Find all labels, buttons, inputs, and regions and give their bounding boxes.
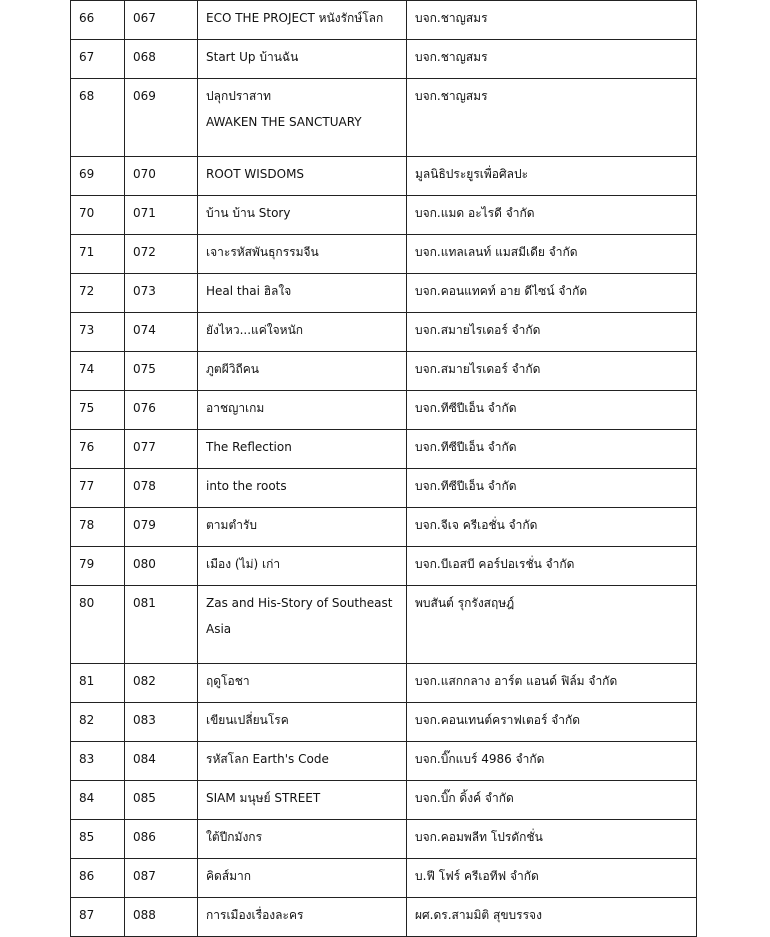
project-code-cell: [125, 352, 198, 391]
project-code-cell: [125, 1, 198, 40]
project-title-cell-text: Heal thai ฮิลใจ: [206, 284, 292, 298]
producer-cell-text: บจก.บิ๊กแบร์ 4986 จำกัด: [415, 752, 545, 766]
producer-cell-text: บจก.ชาญสมร: [415, 11, 488, 25]
producer-cell-text: บจก.สมายไรเดอร์ จำกัด: [415, 323, 541, 337]
project-title-cell-text: Start Up บ้านฉัน: [206, 50, 299, 64]
row-number-cell-text: 77: [79, 479, 95, 493]
project-title-cell: [198, 664, 407, 703]
project-title-cell: [198, 196, 407, 235]
table-row: [71, 235, 697, 274]
producer-cell: [407, 196, 697, 235]
project-code-cell-text: 081: [133, 596, 156, 610]
row-number-cell-text: 86: [79, 869, 95, 883]
project-code-cell: [125, 547, 198, 586]
project-title-cell-text: คิดส์มาก: [206, 869, 252, 883]
row-number-cell-text: 73: [79, 323, 95, 337]
project-title-cell: [198, 469, 407, 508]
producer-cell: [407, 508, 697, 547]
row-number-cell-text: 84: [79, 791, 95, 805]
project-code-cell-text: 072: [133, 245, 156, 259]
row-number-cell-text: 87: [79, 908, 95, 922]
producer-cell: [407, 313, 697, 352]
row-number-cell-text: 71: [79, 245, 95, 259]
table-row: [71, 703, 697, 742]
project-code-cell: [125, 820, 198, 859]
row-number-cell: [71, 586, 125, 664]
row-number-cell: [71, 469, 125, 508]
project-title-cell-text: อาชญาเกม: [206, 401, 265, 415]
producer-cell-text: บจก.ทีซีปีเอ็น จำกัด: [415, 401, 517, 415]
table-row: [71, 586, 697, 664]
producer-cell-text: บจก.บีเอสบี คอร์ปอเรชั่น จำกัด: [415, 557, 575, 571]
project-title-cell-text: เจาะรหัสพันธุกรรมจีน: [206, 245, 319, 259]
row-number-cell: [71, 79, 125, 157]
project-title-cell-text: บ้าน บ้าน Story: [206, 206, 291, 220]
table-row: [71, 313, 697, 352]
project-code-cell: [125, 508, 198, 547]
row-number-cell: [71, 352, 125, 391]
project-code-cell: [125, 274, 198, 313]
row-number-cell: [71, 664, 125, 703]
row-number-cell: [71, 547, 125, 586]
project-title-cell: [198, 157, 407, 196]
table-row: [71, 898, 697, 937]
producer-cell-text: บจก.บิ๊ก ดิ้งค์ จำกัด: [415, 791, 514, 805]
producer-cell-text: บจก.ชาญสมร: [415, 50, 488, 64]
table-row: [71, 547, 697, 586]
table-row: [71, 352, 697, 391]
project-title-cell-text: ฤดูโอชา: [206, 674, 250, 688]
producer-cell: [407, 664, 697, 703]
project-code-cell-text: 067: [133, 11, 156, 25]
project-title-cell-text: The Reflection: [206, 440, 292, 454]
project-title-cell: [198, 40, 407, 79]
project-title-cell: [198, 586, 407, 664]
producer-cell-text: ผศ.ดร.สามมิติ สุขบรรจง: [415, 908, 542, 922]
project-title-cell: [198, 235, 407, 274]
producer-cell: [407, 391, 697, 430]
producer-cell: [407, 820, 697, 859]
row-number-cell: [71, 508, 125, 547]
producer-cell-text: บจก.ทีซีปีเอ็น จำกัด: [415, 479, 517, 493]
row-number-cell: [71, 235, 125, 274]
project-title-cell-text: ยังไหว...แค่ใจหนัก: [206, 323, 304, 337]
project-code-cell-text: 077: [133, 440, 156, 454]
producer-cell-text: บจก.สมายไรเดอร์ จำกัด: [415, 362, 541, 376]
row-number-cell: [71, 391, 125, 430]
project-title-cell: [198, 274, 407, 313]
project-code-cell: [125, 430, 198, 469]
row-number-cell-text: 70: [79, 206, 95, 220]
producer-cell: [407, 40, 697, 79]
project-code-cell-text: 084: [133, 752, 156, 766]
project-code-cell: [125, 703, 198, 742]
project-code-cell-text: 069: [133, 89, 156, 103]
project-code-cell-text: 080: [133, 557, 156, 571]
project-title-line2: Asia: [206, 622, 232, 636]
project-title-cell-text: ใต้ปีกมังกร: [206, 830, 263, 844]
project-code-cell-text: 078: [133, 479, 156, 493]
project-title-cell: [198, 391, 407, 430]
row-number-cell-text: 78: [79, 518, 95, 532]
project-title-cell: [198, 820, 407, 859]
project-title-cell: [198, 898, 407, 937]
table-row: [71, 781, 697, 820]
producer-cell-text: บจก.ชาญสมร: [415, 89, 488, 103]
row-number-cell: [71, 313, 125, 352]
table-body: [71, 1, 697, 937]
table-row: [71, 742, 697, 781]
project-title-cell-text: ตามตำรับ: [206, 518, 258, 532]
project-title-cell-text: การเมืองเรื่องละคร: [206, 908, 304, 922]
project-title-cell-text: SIAM มนุษย์ STREET: [206, 791, 321, 805]
row-number-cell-text: 76: [79, 440, 95, 454]
project-title-cell-text: เมือง (ไม่) เก่า: [206, 557, 281, 571]
project-code-cell: [125, 79, 198, 157]
producer-cell-text: มูลนิธิประยูรเพื่อศิลปะ: [415, 167, 529, 181]
producer-cell: [407, 898, 697, 937]
producer-cell-text: บจก.คอมพลีท โปรดักชั่น: [415, 830, 543, 844]
producer-cell-text: พบสันต์ รุกรังสฤษฎ์: [415, 596, 515, 610]
producer-cell-text: บจก.ทีซีปีเอ็น จำกัด: [415, 440, 517, 454]
project-code-cell: [125, 313, 198, 352]
project-title-cell: [198, 1, 407, 40]
producer-cell: [407, 157, 697, 196]
project-title-cell: [198, 859, 407, 898]
row-number-cell: [71, 742, 125, 781]
producer-cell-text: บจก.จีเจ ครีเอชั่น จำกัด: [415, 518, 538, 532]
producer-cell: [407, 352, 697, 391]
row-number-cell: [71, 40, 125, 79]
row-number-cell: [71, 859, 125, 898]
project-title-cell: [198, 742, 407, 781]
table-row: [71, 469, 697, 508]
row-number-cell: [71, 157, 125, 196]
table-row: [71, 664, 697, 703]
row-number-cell: [71, 703, 125, 742]
producer-cell: [407, 430, 697, 469]
row-number-cell-text: 83: [79, 752, 95, 766]
producer-cell-text: บจก.คอนเทนต์คราฟเตอร์ จำกัด: [415, 713, 581, 727]
row-number-cell-text: 74: [79, 362, 95, 376]
row-number-cell: [71, 781, 125, 820]
producer-cell: [407, 586, 697, 664]
project-code-cell: [125, 586, 198, 664]
project-code-cell: [125, 742, 198, 781]
producer-cell: [407, 781, 697, 820]
table-row: [71, 196, 697, 235]
row-number-cell-text: 69: [79, 167, 95, 181]
project-title-cell: [198, 781, 407, 820]
producer-cell: [407, 859, 697, 898]
project-title-cell: [198, 430, 407, 469]
project-code-cell-text: 070: [133, 167, 156, 181]
project-code-cell: [125, 40, 198, 79]
project-code-cell: [125, 781, 198, 820]
producer-cell-text: บจก.แสกกลาง อาร์ต แอนด์ ฟิล์ม จำกัด: [415, 674, 618, 688]
project-code-cell-text: 079: [133, 518, 156, 532]
row-number-cell-text: 67: [79, 50, 95, 64]
project-code-cell: [125, 859, 198, 898]
producer-cell-text: บจก.แทลเลนท์ แมสมีเดีย จำกัด: [415, 245, 578, 259]
producer-cell-text: บ.ฟี โฟร์ ครีเอทีฟ จำกัด: [415, 869, 539, 883]
project-title-cell: [198, 547, 407, 586]
table-row: [71, 1, 697, 40]
producer-cell: [407, 742, 697, 781]
project-code-cell-text: 076: [133, 401, 156, 415]
project-code-cell: [125, 898, 198, 937]
project-title-cell-text: into the roots: [206, 479, 287, 493]
project-title-cell-text: ภูตผีวิถีคน: [206, 362, 259, 376]
producer-cell: [407, 703, 697, 742]
project-code-cell-text: 088: [133, 908, 156, 922]
producer-cell: [407, 547, 697, 586]
table-row: [71, 859, 697, 898]
table-row: [71, 391, 697, 430]
row-number-cell-text: 75: [79, 401, 95, 415]
project-code-cell-text: 083: [133, 713, 156, 727]
table-row: [71, 430, 697, 469]
table-row: [71, 40, 697, 79]
project-title-cell: [198, 79, 407, 157]
row-number-cell: [71, 820, 125, 859]
project-code-cell: [125, 196, 198, 235]
project-list-table: [70, 0, 697, 937]
project-title-cell-text: ECO THE PROJECT หนังรักษ์โลก: [206, 11, 384, 25]
row-number-cell-text: 82: [79, 713, 95, 727]
row-number-cell-text: 81: [79, 674, 95, 688]
project-title-cell-text: ROOT WISDOMS: [206, 167, 305, 181]
table-row: [71, 820, 697, 859]
row-number-cell: [71, 274, 125, 313]
row-number-cell: [71, 1, 125, 40]
project-code-cell-text: 074: [133, 323, 156, 337]
project-title-cell: [198, 703, 407, 742]
producer-cell: [407, 469, 697, 508]
project-code-cell: [125, 391, 198, 430]
project-code-cell-text: 086: [133, 830, 156, 844]
producer-cell: [407, 1, 697, 40]
table-row: [71, 157, 697, 196]
project-title-cell-text: รหัสโลก Earth's Code: [206, 752, 329, 766]
project-code-cell-text: 087: [133, 869, 156, 883]
project-code-cell: [125, 469, 198, 508]
producer-cell: [407, 79, 697, 157]
project-title-cell-text: Zas and His-Story of Southeast: [206, 596, 393, 610]
row-number-cell-text: 79: [79, 557, 95, 571]
project-code-cell-text: 085: [133, 791, 156, 805]
project-code-cell-text: 075: [133, 362, 156, 376]
producer-cell-text: บจก.คอนแทคท์ อาย ดีไซน์ จำกัด: [415, 284, 588, 298]
project-code-cell-text: 071: [133, 206, 156, 220]
project-title-cell-text: ปลุกปราสาท: [206, 89, 272, 103]
row-number-cell: [71, 196, 125, 235]
table-row: [71, 79, 697, 157]
project-code-cell: [125, 664, 198, 703]
row-number-cell: [71, 898, 125, 937]
project-title-cell: [198, 508, 407, 547]
project-title-cell-text: เขียนเปลี่ยนโรค: [206, 713, 289, 727]
producer-cell-text: บจก.แมด อะไรดี จำกัด: [415, 206, 535, 220]
project-title-line2: AWAKEN THE SANCTUARY: [206, 115, 362, 129]
project-code-cell-text: 073: [133, 284, 156, 298]
row-number-cell-text: 72: [79, 284, 95, 298]
producer-cell: [407, 274, 697, 313]
table-row: [71, 274, 697, 313]
project-code-cell-text: 068: [133, 50, 156, 64]
table-row: [71, 508, 697, 547]
project-code-cell: [125, 235, 198, 274]
row-number-cell-text: 66: [79, 11, 95, 25]
producer-cell: [407, 235, 697, 274]
project-title-cell: [198, 313, 407, 352]
project-title-cell: [198, 352, 407, 391]
row-number-cell-text: 68: [79, 89, 95, 103]
row-number-cell-text: 85: [79, 830, 95, 844]
row-number-cell: [71, 430, 125, 469]
project-code-cell-text: 082: [133, 674, 156, 688]
project-code-cell: [125, 157, 198, 196]
row-number-cell-text: 80: [79, 596, 95, 610]
